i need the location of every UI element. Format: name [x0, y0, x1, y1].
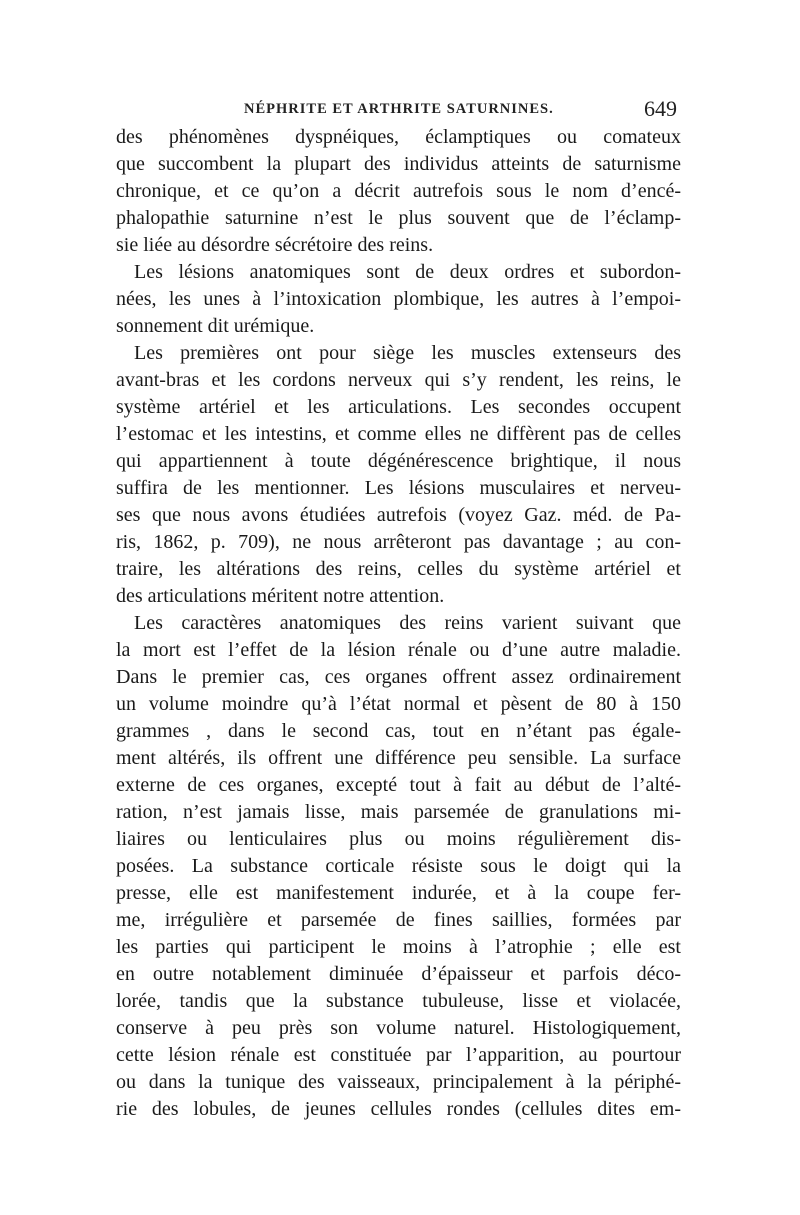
text-line: phalopathie saturnine n’est le plus souvent que de l’éclamp- — [116, 207, 681, 229]
text-line: conserve à peu près son volume naturel. Histologiquement, — [116, 1017, 681, 1039]
text-line: grammes , dans le second cas, tout en n’étant pas égale- — [116, 720, 681, 742]
text-line: presse, elle est manifestement indurée, et à la coupe fer- — [116, 882, 681, 904]
text-line: un volume moindre qu’à l’état normal et pèsent de 80 à 150 — [116, 693, 681, 715]
text-line: qui appartiennent à toute dégénérescence brightique, il nous — [116, 450, 681, 472]
text-line: les parties qui participent le moins à l’atrophie ; elle est — [116, 936, 681, 958]
text-line: ration, n’est jamais lisse, mais parsemée de granulations mi- — [116, 801, 681, 823]
text-line: ris, 1862, p. 709), ne nous arrêteront pas davantage ; au con- — [116, 531, 681, 553]
text-line: externe de ces organes, excepté tout à fait au début de l’alté- — [116, 774, 681, 796]
text-line: la mort est l’effet de la lésion rénale ou d’une autre maladie. — [116, 639, 681, 661]
text-line: ment altérés, ils offrent une différence peu sensible. La surface — [116, 747, 681, 769]
text-line: ses que nous avons étudiées autrefois (voyez Gaz. méd. de Pa- — [116, 504, 681, 526]
body-text — [116, 124, 681, 1123]
text-line: nées, les unes à l’intoxication plombique, les autres à l’empoi- — [116, 288, 681, 310]
text-line: Les premières ont pour siège les muscles extenseurs des — [134, 342, 681, 364]
text-line: en outre notablement diminuée d’épaisseur et parfois déco- — [116, 963, 681, 985]
text-line: cette lésion rénale est constituée par l’apparition, au pourtour — [116, 1044, 681, 1066]
text-line: sie liée au désordre sécrétoire des reins. — [116, 234, 434, 256]
text-line: Les caractères anatomiques des reins varient suivant que — [134, 612, 681, 634]
text-line: ou dans la tunique des vaisseaux, principalement à la périphé- — [116, 1071, 681, 1093]
running-head: NÉPHRITE ET ARTHRITE SATURNINES. — [244, 101, 554, 117]
text-line: Dans le premier cas, ces organes offrent assez ordinairement — [116, 666, 681, 688]
text-line: avant-bras et les cordons nerveux qui s’y rendent, les reins, le — [116, 369, 681, 391]
text-line: l’estomac et les intestins, et comme elles ne diffèrent pas de celles — [116, 423, 681, 445]
text-line: chronique, et ce qu’on a décrit autrefois sous le nom d’encé- — [116, 180, 681, 202]
text-line: que succombent la plupart des individus atteints de saturnisme — [116, 153, 681, 175]
text-line: me, irrégulière et parsemée de fines saillies, formées par — [116, 909, 681, 931]
text-line: sonnement dit urémique. — [116, 315, 315, 337]
text-line: liaires ou lenticulaires plus ou moins régulièrement dis- — [116, 828, 681, 850]
text-line: lorée, tandis que la substance tubuleuse, lisse et violacée, — [116, 990, 681, 1012]
text-line: traire, les altérations des reins, celles du système artériel et — [116, 558, 681, 580]
text-line: suffira de les mentionner. Les lésions musculaires et nerveu- — [116, 477, 681, 499]
text-line: rie des lobules, de jeunes cellules rondes (cellules dites em- — [116, 1098, 681, 1120]
text-line: des articulations méritent notre attention. — [116, 585, 445, 607]
page-header — [116, 96, 681, 126]
page-number: 649 — [644, 96, 677, 121]
text-line: Les lésions anatomiques sont de deux ordres et subordon- — [134, 261, 681, 283]
text-line: des phénomènes dyspnéiques, éclamptiques ou comateux — [116, 126, 681, 148]
text-line: système artériel et les articulations. Les secondes occupent — [116, 396, 681, 418]
text-line: posées. La substance corticale résiste sous le doigt qui la — [116, 855, 681, 877]
